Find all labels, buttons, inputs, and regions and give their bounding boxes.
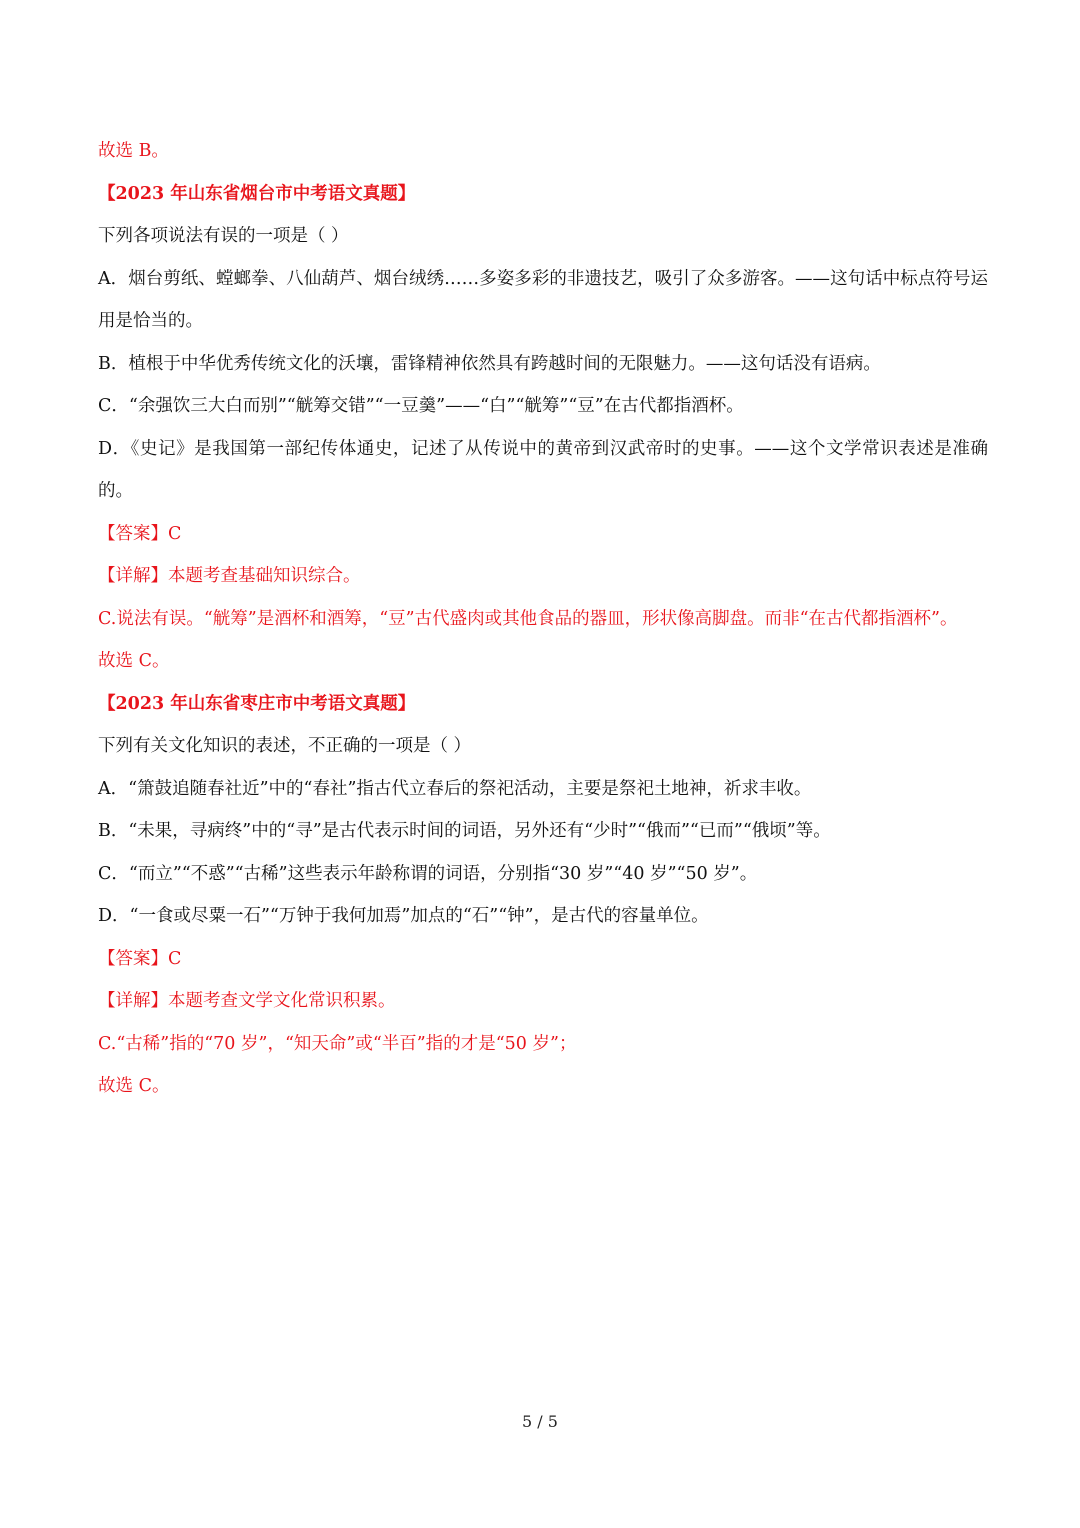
- page-content: [98, 130, 988, 1108]
- option-b: B．植根于中华优秀传统文化的沃壤，雷锋精神依然具有跨越时间的无限魅力。——这句话没有语病。: [98, 353, 881, 374]
- detail-label: 【详解】本题考查文学文化常识积累。: [98, 991, 396, 1011]
- answer-label: 【答案】C: [98, 948, 182, 969]
- question-stem: 下列各项说法有误的一项是（ ）: [98, 226, 349, 246]
- previous-conclusion: 故选 B。: [98, 141, 169, 161]
- option-c: C．“而立”“不惑”“古稀”这些表示年龄称谓的词语，分别指“30 岁”“40 岁”“50 岁”。: [98, 863, 758, 884]
- conclusion-text: 故选 C。: [98, 1076, 170, 1096]
- explanation-text: C.说法有误。“觥筹”是酒杯和酒筹，“豆”古代盛肉或其他食品的器皿，形状像高脚盘。而非“在古代都指酒杯”。: [98, 608, 958, 629]
- explanation-text: C.“古稀”指的“70 岁”，“知天命”或“半百”指的才是“50 岁”；: [98, 1033, 577, 1054]
- question-block: [98, 683, 988, 1108]
- answer-label: 【答案】C: [98, 523, 182, 544]
- option-a: A．烟台剪纸、螳螂拳、八仙葫芦、烟台绒绣……多姿多彩的非遗技艺，吸引了众多游客。——这句话中标点符号运用是恰当的。: [98, 268, 988, 331]
- question-stem: 下列有关文化知识的表述，不正确的一项是（ ）: [98, 736, 472, 756]
- option-c: C．“余强饮三大白而别”“觥筹交错”“一豆羹”——“白”“觥筹”“豆”在古代都指酒杯。: [98, 396, 744, 416]
- option-b: B．“未果，寻病终”中的“寻”是古代表示时间的词语，另外还有“少时”“俄而”“已而”“俄顷”等。: [98, 821, 831, 841]
- question-block: [98, 173, 988, 683]
- detail-label: 【详解】本题考查基础知识综合。: [98, 566, 361, 586]
- option-d: D．《史记》是我国第一部纪传体通史，记述了从传说中的黄帝到汉武帝时的史事。——这个文学常识表述是准确的。: [98, 438, 988, 501]
- question-header: 【2023 年山东省枣庄市中考语文真题】: [98, 693, 416, 714]
- question-header: 【2023 年山东省烟台市中考语文真题】: [98, 183, 416, 204]
- option-d: D．“一食或尽粟一石”“万钟于我何加焉”加点的“石”“钟”，是古代的容量单位。: [98, 906, 709, 926]
- option-a: A．“箫鼓追随春社近”中的“春社”指古代立春后的祭祀活动，主要是祭祀土地神，祈求丰收。: [98, 778, 812, 799]
- page-number: 5 / 5: [522, 1412, 558, 1431]
- conclusion-text: 故选 C。: [98, 651, 170, 671]
